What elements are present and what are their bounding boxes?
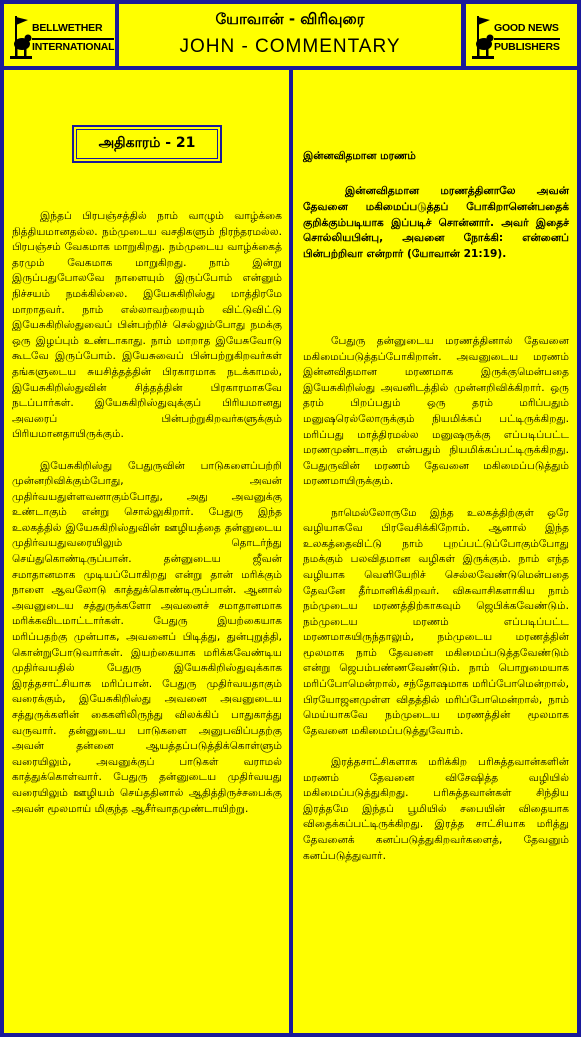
logo-line-1: GOOD NEWS [494,22,559,34]
header-left-logo-panel [4,4,115,66]
paragraph: இயேசுகிறிஸ்து பேதுருவின் பாடுகளைப்பற்றி முன்னறிவிக்கும்போது, அவன் முதிர்வயதுள்ளவனாகும்போது, அது அவனுக்கு உண்டாகும் என்று சொல்லுகிறார். பேதுரு இந்த உலகத்தில் இயேசுகிறிஸ்துவின் ஊழியத்தை தன்னுடைய முதிர்வயதுவரையிலும் தொடர்ந்து செய்துகொண்டிருப்பான். தன்னுடைய ஜீவன் சமாதானமாக முடியப்போகிறது என்று தான் மரிக்கும் நாளை ஆவலோடு காத்துக்கொண்டிருப்பான். ஆனால் அவனுடைய சத்துருக்களோ அவனைச் சமாதானமாக மரிக்கவிடமாட்டார்கள். பேதுரு இயற்கையாக மரிப்பதற்கு முன்பாக, அவனைப் பிடித்து, துன்புறுத்தி, கொன்றுபோடுவார்கள். இயற்கையாக மரிக்கவேண்டிய முதிர்வயதில் பேதுரு இயேசுகிறிஸ்துவுக்காக இரத்தசாட்சியாக மரிப்பான். பேதுரு முதிர்வயதாகும் வரைக்கும், இயேசுகிறிஸ்து அவனை அவனுடைய சத்துருக்களின் கைகளிலிருந்து விலக்கிப் பாதுகாத்து வருவார். தன்னுடைய பாடுகளை அனுபவிப்பதற்கு அவன் தன்னை ஆயத்தப்படுத்திக்கொள்ளும் வரையிலும், அவனுக்குப் பாடுகள் வராமல் காத்துக்கொள்வார். பேதுரு தன்னுடைய முதிர்வயது வரையிலும் ஊழியம் செய்ததினால் ஆதித்திருச்சபைக்கு அவன் மூலமாய் மிகுந்த ஆசீர்வாதமுண்டாயிற்று. [12,459,282,815]
paragraph: நாமெல்லோருமே இந்த உலகத்திற்குள் ஒரே வழியாகவே பிரவேசிக்கிறோம். ஆனால் இந்த உலகத்தைவிட்டு நாம் புறப்பட்டுப்போகும்போது நமக்கும் பலவிதமான வழிகள் இருக்கும். நாம் எந்த வழியாக வெளியேறிச் செல்லவேண்டுமென்பதை தேவனே தீர்மானிக்கிறவர். விசுவாசிகளாகிய நாம் நம்முடைய மரணத்திற்காகவும் ஜெபிக்கவேண்டும். நம்முடைய மரணம் எப்படிப்பட்ட மரணமாகயிருந்தாலும், நம்முடைய மரணத்தின் மூலமாக நாம் தேவனை மகிமைப்படுத்தவேண்டும் என்று ஜெபம்பண்ணவேண்டும். நாம் பொறுமையாக மரிப்போமென்றால், சந்தோஷமாக மரிப்போமென்றால், பிரயோஜனமுள்ள விதத்தில் மரிப்போமென்றால், நாம் மெய்யாகவே நம்முடைய மரணத்தின் மூலமாக தேவனை மகிமைப்படுத்துவோம். [303,506,569,737]
lamb-with-flag-icon [472,14,494,59]
header-right-logo-panel [466,4,577,66]
bellwether-logo [10,14,115,59]
left-column [4,70,289,1033]
paragraph: இந்தப் பிரபஞ்சத்தில் நாம் வாழும் வாழ்க்கை நித்தியமானதல்ல. நம்முடைய வசதிகளும் நிரந்தரமல்ல. பிரபஞ்சம் வேகமாக மாறுகிறது. நம்முடைய வாழ்க்கைத் தரமும் வேகமாக மாறுகிறது. நாம் இன்று இருப்பதுபோலவே நாளையும் இருப்போம் என்னும் நிச்சயம் நமக்கில்லை. இயேசுகிறிஸ்து மாத்திரமே மாறாதவர். நாம் எல்லாவற்றையும் விட்டுவிட்டு இயேசுகிறிஸ்துவைப் பின்பற்றிச் செல்லும்போது நமக்கு ஒரு இழப்பும் உண்டாகாது. நாம் மாறாத இயேசுவோடு கூடவே இருப்போம். இயேசுவைப் பின்பற்றுகிறவர்கள் தங்களுடைய சுயசித்தத்தின் பிரகாரமாக நடக்காமல், இயேசுகிறிஸ்துவின் சித்தத்தின் பிரகாரமாகவே நடப்பார்கள். இயேசுகிறிஸ்துவுக்குப் பிரியமானது அவரைப் பின்பற்றுகிறவர்களுக்கும் பிரியமானதாயிருக்கும். [12,210,282,441]
right-column-text [303,334,569,880]
logo-line-2: PUBLISHERS [494,38,560,53]
good-news-logo [472,14,572,59]
header-title-panel [119,4,461,66]
paragraph: இரத்தசாட்சிகளாக மரிக்கிற பரிசுத்தவான்களின் மரணம் தேவனை விசேஷித்த வழியில் மகிமைப்படுத்துகிறது. பரிசுத்தவான்கள் சிந்திய இரத்தமே இந்தப் பூமியில் சபையின் விதையாக விதைக்கப்பட்டிருக்கிறது. இரத்த சாட்சியாக மரித்து தேவனைக் கனப்படுத்துகிறவர்களைத், தேவனும் கனப்படுத்துவார். [303,756,569,862]
section-subheading: இன்னவிதமான மரணம் [303,150,416,162]
chapter-label: அதிகாரம் - 21 [72,125,222,163]
left-column-text [12,209,282,833]
paragraph: பேதுரு தன்னுடைய மரணத்தினால் தேவனை மகிமைப்படுத்தப்போகிறான். அவனுடைய மரணம் இன்னவிதமான மரணமாக இருக்குமென்பதை இயேசுகிறிஸ்து அவனிடத்தில் முன்னறிவிக்கிறார். ஒரு தரம் பிறப்பதும் ஒரு தரம் மரிப்பதும் மனுஷரெல்லோருக்கும் நியமிக்கப் பட்டிருக்கிறது. மரிப்பது மாத்திரமல்ல மனுஷருக்கு எப்படிப்பட்ட மரணமுண்டாகும் என்பதும் நியமிக்கப்பட்டிருக்கிறது. பேதுருவின் மரணம் தேவனை மகிமைப்படுத்தும் மரணமாயிருக்கும். [303,335,569,488]
scripture-quote: இன்னவிதமான மரணத்தினாலே அவன் தேவனை மகிமைப்படுத்தப் போகிறானென்பதைக் குறிக்கும்படியாக இப்படிச் சொன்னார். அவர் இதைச் சொல்லியபின்பு, அவனை நோக்கி: என்னைப் பின்பற்றிவா என்றார் (யோவான் 21:19). [303,185,569,261]
right-column [293,70,577,1033]
logo-line-1: BELLWETHER [32,22,103,34]
lamb-with-flag-icon [10,14,32,59]
title-tamil: யோவான் - விரிவுரை [215,10,365,28]
logo-line-2: INTERNATIONAL [32,38,114,53]
title-english: JOHN - COMMENTARY [179,36,401,57]
